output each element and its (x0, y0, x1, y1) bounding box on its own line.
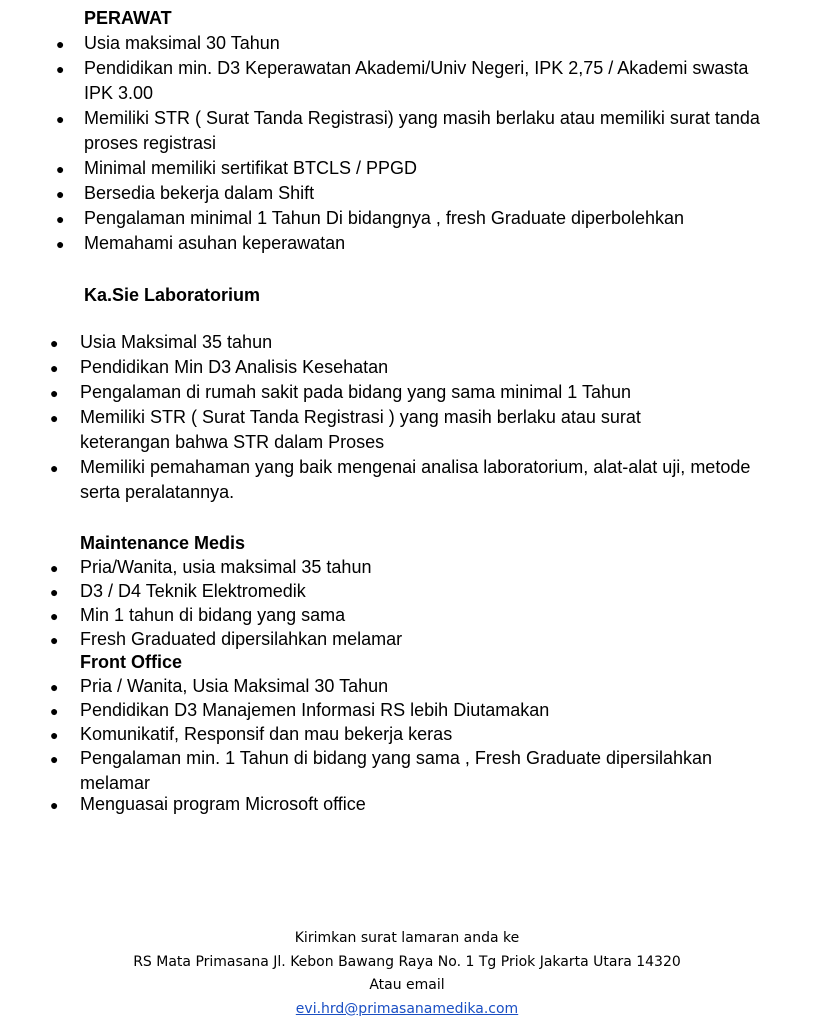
list-item: Minimal memiliki sertifikat BTCLS / PPGD (84, 158, 418, 178)
section-title: Ka.Sie Laboratorium (84, 285, 261, 305)
list-item: Komunikatif, Responsif dan mau bekerja keras (80, 724, 453, 744)
list-item: Memiliki pemahaman yang baik mengenai analisa laboratorium, alat-alat uji, metode serta peralatannya. (80, 457, 751, 502)
bullet-icon: ● (56, 161, 65, 177)
bullet-icon: ● (56, 236, 65, 252)
list-item: Pria/Wanita, usia maksimal 35 tahun (80, 557, 372, 577)
section-title: Front Office (80, 652, 182, 672)
bullet-icon: ● (50, 335, 59, 351)
list-item: D3 / D4 Teknik Elektromedik (80, 581, 306, 601)
footer-or-email: Atau email (369, 977, 445, 993)
section-title: PERAWAT (84, 8, 172, 28)
bullet-icon: ● (50, 560, 59, 576)
list-item: Memiliki STR ( Surat Tanda Registrasi) yang masih berlaku atau memiliki surat tanda proses registrasi (84, 108, 760, 153)
list-item: Pengalaman minimal 1 Tahun Di bidangnya , fresh Graduate diperbolehkan (84, 208, 685, 228)
list-item: Usia Maksimal 35 tahun (80, 332, 273, 352)
list-item: Memiliki STR ( Surat Tanda Registrasi ) yang masih berlaku atau surat keterangan bahwa STR dalam Proses (80, 407, 641, 452)
list-item: Fresh Graduated dipersilahkan melamar (80, 629, 403, 649)
list-item: Pria / Wanita, Usia Maksimal 30 Tahun (80, 676, 389, 696)
footer-address: RS Mata Primasana Jl. Kebon Bawang Raya No. 1 Tg Priok Jakarta Utara 14320 (133, 953, 681, 970)
list-item: Pendidikan min. D3 Keperawatan Akademi/Univ Negeri, IPK 2,75 / Akademi swasta IPK 3.00 (84, 58, 749, 103)
bullet-icon: ● (50, 679, 59, 695)
application-instructions (0, 927, 814, 1021)
list-item: Pendidikan Min D3 Analisis Kesehatan (80, 357, 389, 377)
list-item: Bersedia bekerja dalam Shift (84, 183, 315, 203)
bullet-icon: ● (50, 751, 59, 767)
bullet-icon: ● (50, 360, 59, 376)
bullet-icon: ● (50, 410, 59, 426)
bullet-icon: ● (50, 460, 59, 476)
bullet-icon: ● (50, 703, 59, 719)
bullet-icon: ● (56, 186, 65, 202)
list-item: Usia maksimal 30 Tahun (84, 33, 280, 53)
list-item: Menguasai program Microsoft office (80, 794, 366, 814)
list-item: Pengalaman min. 1 Tahun di bidang yang sama , Fresh Graduate dipersilahkan melamar (80, 748, 713, 793)
footer-send-line: Kirimkan surat lamaran anda ke (294, 930, 520, 946)
bullet-icon: ● (50, 632, 59, 648)
section-title: Maintenance Medis (80, 533, 246, 553)
bullet-icon: ● (50, 727, 59, 743)
bullet-icon: ● (50, 385, 59, 401)
bullet-icon: ● (50, 797, 59, 813)
email-link[interactable]: evi.hrd@primasanamedika.com (295, 1000, 519, 1017)
list-item: Pendidikan D3 Manajemen Informasi RS lebih Diutamakan (80, 700, 550, 720)
bullet-icon: ● (50, 584, 59, 600)
list-item: Pengalaman di rumah sakit pada bidang yang sama minimal 1 Tahun (80, 382, 632, 402)
list-item: Memahami asuhan keperawatan (84, 233, 346, 253)
bullet-icon: ● (50, 608, 59, 624)
bullet-icon: ● (56, 61, 65, 77)
bullet-icon: ● (56, 36, 65, 52)
bullet-icon: ● (56, 111, 65, 127)
bullet-icon: ● (56, 211, 65, 227)
list-item: Min 1 tahun di bidang yang sama (80, 605, 346, 625)
